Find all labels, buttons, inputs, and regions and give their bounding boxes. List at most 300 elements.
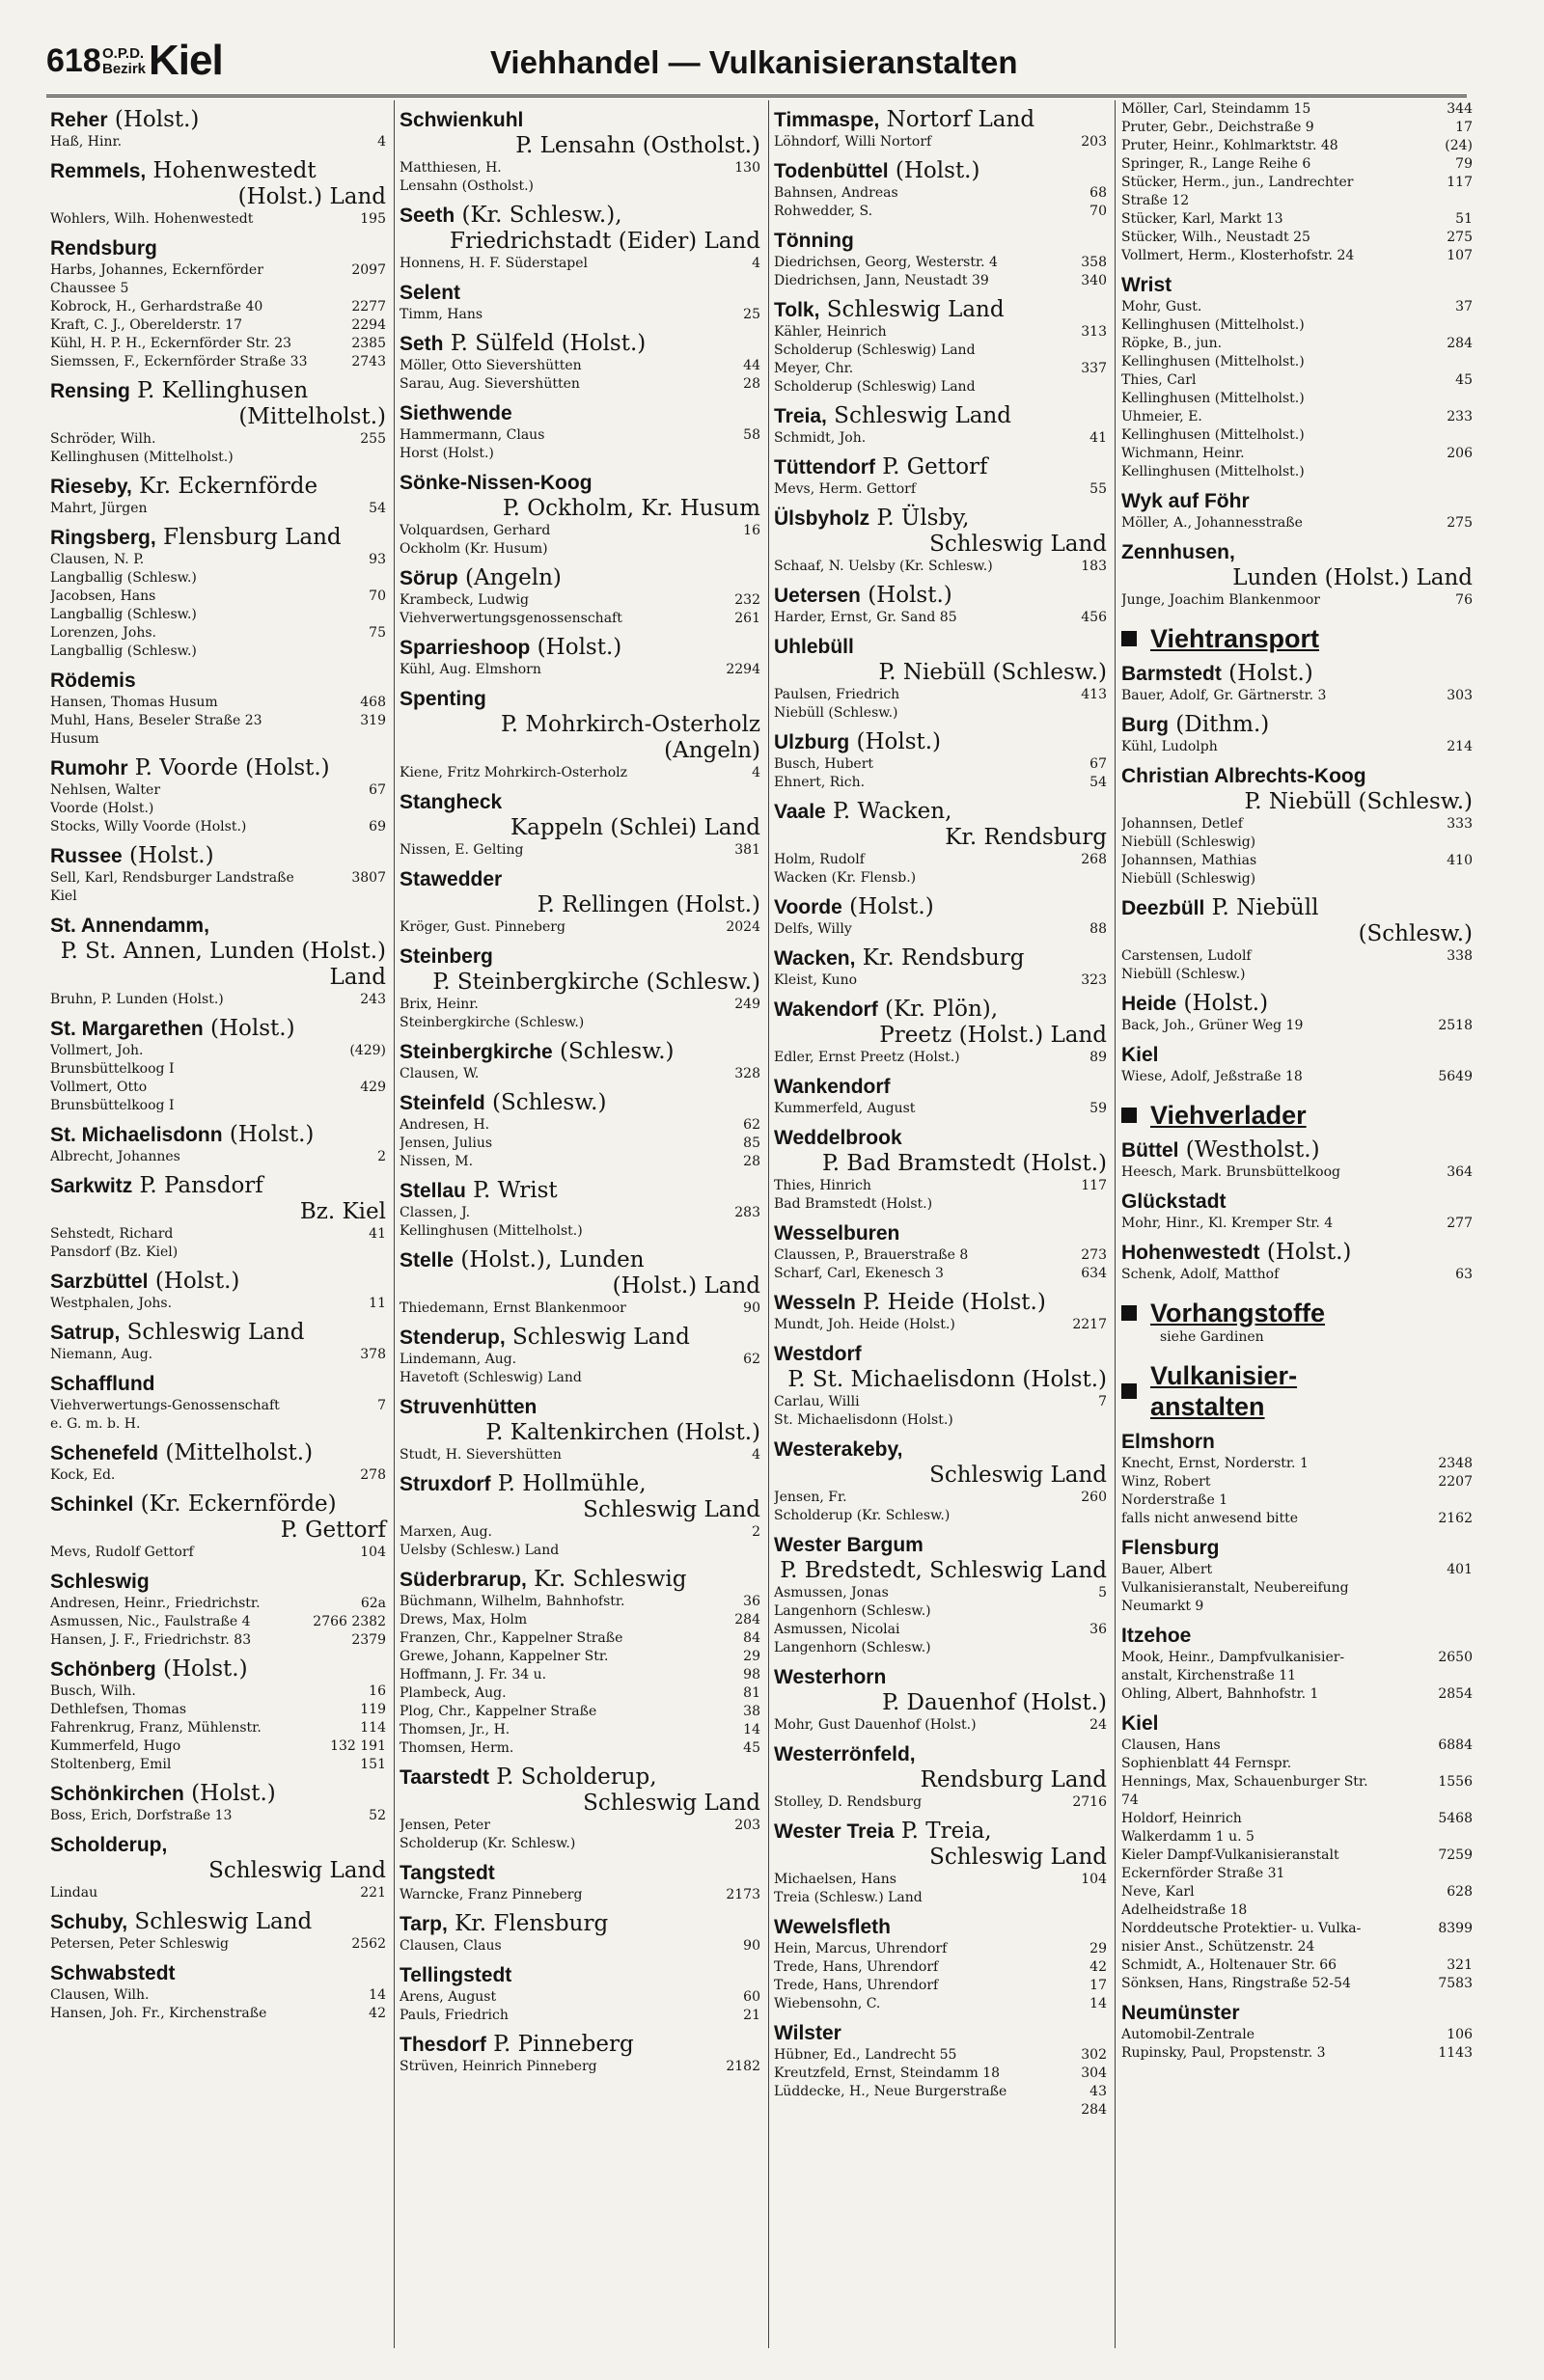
- phone-number: 81: [743, 1685, 760, 1701]
- phone-number: 62a: [360, 1596, 386, 1611]
- place-name: Rendsburg: [50, 237, 157, 260]
- place-heading: [400, 1911, 760, 1937]
- place-name: Seth: [400, 333, 444, 355]
- entry-name: Schenk, Adolf, Matthof: [1121, 1267, 1280, 1282]
- entry-name: Hübner, Ed., Landrecht 55: [774, 2047, 957, 2063]
- entry-name: Thiedemann, Ernst Blankenmoor: [400, 1300, 626, 1316]
- listing-entry: [774, 203, 1107, 221]
- entry-name: Ohling, Albert, Bahnhofstr. 1: [1121, 1686, 1319, 1702]
- section-title: Viehverlader: [1150, 1101, 1307, 1130]
- place-heading: [774, 506, 1107, 558]
- phone-number: 319: [360, 713, 386, 728]
- place-name: Steinbergkirche: [400, 1041, 553, 1063]
- place-heading: [400, 203, 760, 255]
- place-heading: [774, 403, 1107, 429]
- listing-entry: [50, 1079, 386, 1115]
- entry-name: Trede, Hans, Uhrendorf: [774, 1959, 939, 1975]
- listing-entry: [400, 1739, 760, 1758]
- place-name: Vaale: [774, 801, 826, 823]
- place-heading: [774, 1741, 1107, 1793]
- entry-name: Andresen, Heinr., Friedrichstr.: [50, 1596, 261, 1611]
- place-heading: [50, 1491, 386, 1544]
- entry-name: Springer, R., Lange Reihe 6: [1121, 156, 1311, 172]
- place-name: Stenderup,: [400, 1327, 506, 1349]
- place-name: Büttel: [1121, 1139, 1179, 1162]
- place-heading: [400, 1178, 760, 1204]
- place-heading: [50, 1122, 386, 1148]
- place-name: Christian Albrechts-Koog: [1121, 765, 1366, 787]
- place-heading: [400, 1860, 760, 1886]
- place-name: Wacken,: [774, 947, 856, 970]
- place-heading: [1121, 1623, 1473, 1649]
- page-header: [46, 37, 1467, 97]
- entry-name: Muhl, Hans, Beseler Straße 23 Husum: [50, 713, 262, 747]
- phone-number: 58: [743, 427, 760, 443]
- listing-entry: [50, 1807, 386, 1825]
- place-name: Glückstadt: [1121, 1190, 1227, 1213]
- entry-name: Stoltenberg, Emil: [50, 1757, 172, 1772]
- place-heading: [774, 2020, 1107, 2046]
- place-heading: [50, 525, 386, 551]
- section-heading: [1121, 1298, 1473, 1328]
- section-bullet-icon: [1121, 631, 1137, 646]
- phone-number: 2385: [351, 336, 386, 351]
- place-name: Wyk auf Föhr: [1121, 490, 1250, 512]
- place-name: Weddelbrook: [774, 1127, 902, 1149]
- entry-name: Hennings, Max, Schauenburger Str. 74: [1121, 1774, 1368, 1808]
- listing-entry: [50, 1737, 386, 1756]
- bezirk-label: Bezirk: [102, 61, 147, 77]
- place-heading: [774, 1220, 1107, 1246]
- place-sub: Bz. Kiel: [299, 1199, 386, 1224]
- place-location: (Holst.): [888, 158, 980, 183]
- place-location: P. Gettorf: [874, 454, 988, 479]
- phone-number: (24): [1445, 138, 1473, 153]
- place-sub: P. Lensahn (Ostholst.): [515, 133, 760, 158]
- place-location: P. Niebüll: [1204, 895, 1319, 920]
- entry-name: Löhndorf, Willi Nortorf: [774, 134, 932, 150]
- listing-entry: [774, 2101, 1107, 2120]
- listing-entry: [1121, 1455, 1473, 1473]
- entry-name: Timm, Hans: [400, 307, 483, 322]
- place-location: (Westholst.): [1178, 1137, 1320, 1163]
- entry-name: Volquardsen, Gerhard Ockholm (Kr. Husum): [400, 523, 551, 557]
- place-name: Westerakeby,: [774, 1438, 903, 1461]
- place-location: (Holst.): [1176, 991, 1269, 1016]
- listing-entry: [774, 272, 1107, 290]
- place-sub: Lunden (Holst.) Land: [1232, 565, 1473, 590]
- entry-name: Möller, A., Johannesstraße: [1121, 515, 1303, 531]
- place-location: (Holst.), Lunden: [454, 1247, 645, 1272]
- entry-name: Viehverwertungs-Genossenschaft e. G. m. b. H.: [50, 1398, 280, 1432]
- place-name: Wewelsfleth: [774, 1916, 891, 1938]
- place-name: Itzehoe: [1121, 1625, 1192, 1647]
- entry-name: Franzen, Chr., Kappelner Straße: [400, 1630, 623, 1646]
- listing-entry: [1121, 1847, 1473, 1883]
- listing-entry: [400, 426, 760, 463]
- section-heading: [1121, 1100, 1473, 1131]
- place-name: Stawedder: [400, 868, 503, 890]
- entry-name: Siemssen, F., Eckernförder Straße 33: [50, 354, 308, 369]
- place-sub: P. Bad Bramstedt (Holst.): [821, 1151, 1107, 1176]
- entry-name: Haß, Hinr.: [50, 134, 123, 150]
- place-location: (Schlesw.): [484, 1090, 607, 1115]
- listing-entry: [774, 1995, 1107, 2013]
- place-heading: [50, 1909, 386, 1935]
- place-name: Sörup: [400, 567, 458, 589]
- phone-number: 2217: [1072, 1317, 1107, 1332]
- phone-number: 117: [1447, 175, 1473, 190]
- entry-name: Büchmann, Wilhelm, Bahnhofstr.: [400, 1594, 625, 1609]
- entry-name: Johannsen, Detlef Niebüll (Schleswig): [1121, 816, 1256, 850]
- phone-number: 36: [1089, 1622, 1107, 1637]
- entry-name: Grewe, Johann, Kappelner Str.: [400, 1649, 609, 1664]
- entry-name: Clausen, Claus: [400, 1938, 502, 1954]
- phone-number: 5649: [1438, 1069, 1473, 1084]
- phone-number: 2743: [351, 354, 386, 369]
- place-heading: [774, 1914, 1107, 1940]
- phone-number: 2294: [726, 662, 760, 677]
- place-location: (Holst.): [222, 1122, 315, 1147]
- place-heading: [50, 1781, 386, 1807]
- entry-name: Nissen, E. Gelting: [400, 842, 524, 858]
- place-heading: [774, 729, 1107, 755]
- entry-name: Schmidt, Joh.: [774, 430, 867, 446]
- place-location: P. Sülfeld (Holst.): [443, 331, 647, 356]
- listing-entry: [774, 1316, 1107, 1334]
- listing-entry: [774, 2065, 1107, 2083]
- entry-name: Kraft, C. J., Oberelderstr. 17: [50, 317, 242, 333]
- listing-entry: [400, 1721, 760, 1739]
- phone-number: 75: [369, 625, 386, 641]
- place-name: Todenbüttel: [774, 160, 889, 182]
- entry-name: Trede, Hans, Uhrendorf: [774, 1978, 939, 1993]
- listing-entry: [50, 588, 386, 624]
- phone-number: 7583: [1438, 1976, 1473, 1991]
- entry-name: Bruhn, P. Lunden (Holst.): [50, 992, 224, 1007]
- listing-entry: [50, 1935, 386, 1954]
- listing-entry: [50, 1884, 386, 1902]
- entry-name: Möller, Otto Sievershütten: [400, 358, 582, 373]
- phone-number: 88: [1089, 921, 1107, 937]
- phone-number: 104: [360, 1545, 386, 1560]
- listing-entry: [774, 429, 1107, 448]
- place-heading: [400, 331, 760, 357]
- phone-number: 93: [369, 552, 386, 567]
- entry-name: Jensen, Julius: [400, 1135, 493, 1151]
- listing-entry: [400, 1703, 760, 1721]
- place-heading: [400, 1567, 760, 1593]
- place-sub: P. Niebüll (Schlesw.): [878, 660, 1107, 685]
- listing-entry: [1121, 1561, 1473, 1616]
- place-heading: [400, 400, 760, 426]
- entry-name: Vollmert, Joh. Brunsbüttelkoog I: [50, 1043, 175, 1077]
- entry-name: Hoffmann, J. Fr. 34 u.: [400, 1667, 547, 1682]
- listing-entry: [774, 1489, 1107, 1525]
- entry-name: Schröder, Wilh. Kellinghusen (Mittelholst.): [50, 431, 234, 465]
- entry-name: Möller, Carl, Steindamm 15: [1121, 101, 1311, 117]
- phone-number: 104: [1081, 1872, 1107, 1887]
- entry-name: Röpke, B., jun. Kellinghusen (Mittelholst.): [1121, 336, 1305, 369]
- place-name: Deezbüll: [1121, 897, 1205, 919]
- phone-number: 2162: [1438, 1511, 1473, 1526]
- phone-number: 17: [1089, 1978, 1107, 1993]
- listing-entry: [50, 1631, 386, 1650]
- district-label: [102, 46, 146, 77]
- place-sub: P. Niebüll (Schlesw.): [1244, 789, 1473, 814]
- place-name: Stelle: [400, 1249, 455, 1272]
- place-sub: Schleswig Land: [208, 1858, 386, 1883]
- place-location: (Mittelholst.): [158, 1440, 314, 1465]
- phone-number: 261: [734, 611, 760, 626]
- place-location: Kr. Eckernförde: [131, 474, 318, 499]
- place-location: (Holst.): [122, 843, 214, 868]
- listing-entry: [50, 298, 386, 316]
- phone-number: 117: [1081, 1178, 1107, 1193]
- phone-number: 221: [360, 1885, 386, 1901]
- phone-number: 4: [752, 1447, 760, 1463]
- listing-entry: [774, 920, 1107, 939]
- place-name: Wakendorf: [774, 999, 878, 1021]
- listing-entry: [400, 2058, 760, 2076]
- listing-entry: [50, 1682, 386, 1701]
- place-name: Siethwende: [400, 402, 512, 424]
- entry-name: Arens, August: [400, 1989, 497, 2005]
- listing-entry: [1121, 408, 1473, 445]
- phone-number: 24: [1089, 1717, 1107, 1733]
- place-location: P. Wacken,: [825, 799, 952, 824]
- place-heading: [50, 235, 386, 261]
- place-name: Schönberg: [50, 1658, 156, 1681]
- listing-entry: [774, 851, 1107, 888]
- entry-name: Ehnert, Rich.: [774, 775, 866, 790]
- entry-name: Scharf, Carl, Ekenesch 3: [774, 1266, 944, 1281]
- listing-entry: [1121, 1883, 1473, 1920]
- place-heading: [400, 1764, 760, 1817]
- listing-entry: [400, 357, 760, 375]
- entry-name: Matthiesen, H. Lensahn (Ostholst.): [400, 160, 535, 194]
- place-location: Kr. Rendsburg: [855, 945, 1025, 971]
- phone-number: 255: [360, 431, 386, 447]
- listing-entry: [1121, 1810, 1473, 1847]
- place-name: Spenting: [400, 688, 486, 710]
- listing-entry: [774, 558, 1107, 576]
- place-location: Hohenwestedt: [146, 158, 317, 183]
- phone-number: 45: [1455, 372, 1473, 388]
- place-heading: [50, 1320, 386, 1346]
- listing-entry: [1121, 1956, 1473, 1975]
- listing-entry: [1121, 687, 1473, 705]
- phone-number: 90: [743, 1300, 760, 1316]
- place-name: Sönke-Nissen-Koog: [400, 472, 593, 494]
- entry-name: Niemann, Aug.: [50, 1347, 153, 1362]
- listing-entry: [50, 1295, 386, 1313]
- phone-number: 51: [1455, 211, 1473, 227]
- listing-entry: [774, 1265, 1107, 1283]
- place-heading: [50, 1960, 386, 1986]
- place-heading: [50, 843, 386, 869]
- listing-entry: [1121, 1773, 1473, 1810]
- entry-name: Michaelsen, Hans Treia (Schlesw.) Land: [774, 1872, 923, 1905]
- place-location: (Kr. Eckernförde): [133, 1491, 337, 1517]
- entry-name: Kühl, Aug. Elmshorn: [400, 662, 541, 677]
- entry-name: Diedrichsen, Jann, Neustadt 39: [774, 273, 989, 288]
- place-location: P. Voorde (Holst.): [127, 755, 330, 780]
- column-4: [1121, 100, 1473, 2348]
- phone-number: 130: [734, 160, 760, 176]
- place-location: P. Pinneberg: [485, 2032, 634, 2057]
- place-location: Schleswig Land: [505, 1325, 690, 1350]
- place-heading: [400, 470, 760, 522]
- phone-number: 2: [377, 1149, 386, 1164]
- entry-name: Mevs, Rudolf Gettorf: [50, 1545, 194, 1560]
- entry-name: Mahrt, Jürgen: [50, 501, 148, 516]
- place-name: Kiel: [1121, 1044, 1159, 1066]
- listing-entry: [774, 686, 1107, 723]
- entry-name: Stücker, Herm., jun., Landrechter Straße 12: [1121, 175, 1354, 208]
- entry-name: Sönksen, Hans, Ringstraße 52-54: [1121, 1976, 1351, 1991]
- place-heading: [50, 668, 386, 694]
- place-heading: [774, 1819, 1107, 1871]
- place-location: (Holst.): [183, 1781, 276, 1806]
- place-name: Thesdorf: [400, 2034, 486, 2056]
- place-location: P. Ülsby,: [869, 506, 970, 531]
- entry-name: Mundt, Joh. Heide (Holst.): [774, 1317, 955, 1332]
- entry-name: Wiebensohn, C.: [774, 1996, 881, 2011]
- place-name: Rödemis: [50, 670, 136, 692]
- place-heading: [400, 944, 760, 996]
- phone-number: 67: [369, 782, 386, 798]
- listing-entry: [774, 1716, 1107, 1735]
- place-name: Treia,: [774, 405, 827, 427]
- place-location: (Kr. Plön),: [877, 997, 999, 1022]
- phone-number: 6884: [1438, 1737, 1473, 1753]
- place-name: Tangstedt: [400, 1862, 495, 1884]
- place-location: Kr. Schleswig: [526, 1567, 687, 1592]
- entry-name: Johannsen, Mathias Niebüll (Schleswig): [1121, 853, 1257, 887]
- entry-name: Mevs, Herm. Gettorf: [774, 481, 916, 497]
- phone-number: 21: [743, 2008, 760, 2023]
- place-heading: [774, 228, 1107, 254]
- place-location: (Holst.): [203, 1016, 295, 1041]
- phone-number: 2024: [726, 919, 760, 935]
- entry-name: Plambeck, Aug.: [400, 1685, 507, 1701]
- entry-name: Clausen, W.: [400, 1066, 480, 1081]
- place-location: Schleswig Land: [819, 297, 1005, 322]
- listing-entry: [1121, 119, 1473, 137]
- entry-name: Marxen, Aug. Uelsby (Schlesw.) Land: [400, 1524, 560, 1558]
- place-name: Sarzbüttel: [50, 1271, 149, 1293]
- listing-entry: [400, 375, 760, 394]
- phone-number: 628: [1447, 1884, 1473, 1900]
- entry-name: Thomsen, Jr., H.: [400, 1722, 510, 1737]
- listing-entry: [774, 755, 1107, 774]
- place-heading: [1121, 895, 1473, 947]
- entry-name: Kähler, Heinrich Scholderup (Schleswig) Land: [774, 324, 976, 358]
- phone-number: 79: [1455, 156, 1473, 172]
- entry-name: Kleist, Kuno: [774, 972, 858, 988]
- entry-name: Edler, Ernst Preetz (Holst.): [774, 1050, 960, 1065]
- phone-number: 42: [1089, 1959, 1107, 1975]
- entry-name: Stücker, Wilh., Neustadt 25: [1121, 230, 1310, 245]
- place-heading: [400, 1325, 760, 1351]
- place-heading: [1121, 272, 1473, 298]
- place-name: Westdorf: [774, 1343, 862, 1365]
- phone-number: 67: [1089, 756, 1107, 772]
- place-location: P. Scholderup,: [488, 1764, 657, 1790]
- phone-number: 277: [1447, 1216, 1473, 1231]
- phone-number: 44: [743, 358, 760, 373]
- place-heading: [1121, 1535, 1473, 1561]
- phone-number: 2766 2382: [313, 1614, 386, 1629]
- listing-entry: [774, 774, 1107, 792]
- entry-name: Viehverwertungsgenossenschaft: [400, 611, 622, 626]
- place-sub: Kr. Rendsburg: [945, 825, 1107, 850]
- entry-name: Meyer, Chr. Scholderup (Schleswig) Land: [774, 361, 976, 395]
- place-heading: [774, 583, 1107, 609]
- phone-number: 4: [377, 134, 386, 150]
- entry-name: Clausen, Wilh.: [50, 1987, 150, 2003]
- entry-name: Schmidt, A., Holtenauer Str. 66: [1121, 1957, 1337, 1973]
- entry-name: Wiese, Adolf, Jeßstraße 18: [1121, 1069, 1303, 1084]
- listing-entry: [1121, 2044, 1473, 2063]
- listing-entry: [1121, 1473, 1473, 1510]
- listing-entry: [50, 1613, 386, 1631]
- listing-entry: [774, 1977, 1107, 1995]
- entry-name: Kieler Dampf-Vulkanisieranstalt Eckernförder Straße 31: [1121, 1847, 1339, 1881]
- entry-name: Carlau, Willi St. Michaelisdonn (Holst.): [774, 1394, 953, 1428]
- entry-name: Andresen, H.: [400, 1117, 490, 1133]
- place-name: Satrup,: [50, 1322, 121, 1344]
- column-1: [50, 100, 395, 2348]
- entry-name: Kummerfeld, August: [774, 1101, 916, 1116]
- phone-number: 28: [743, 376, 760, 392]
- place-name: Struxdorf: [400, 1473, 491, 1495]
- place-heading: [400, 2032, 760, 2058]
- entry-name: Vollmert, Otto Brunsbüttelkoog I: [50, 1080, 175, 1113]
- place-location: (Holst.): [530, 635, 622, 660]
- place-heading: [774, 297, 1107, 323]
- listing-entry: [1121, 229, 1473, 247]
- listing-entry: [50, 335, 386, 353]
- place-name: Burg: [1121, 714, 1169, 736]
- place-heading: [50, 1371, 386, 1397]
- place-name: Timmaspe,: [774, 109, 880, 131]
- listing-entry: [50, 818, 386, 836]
- listing-entry: [1121, 815, 1473, 852]
- phone-number: 8399: [1438, 1921, 1473, 1936]
- phone-number: 132 191: [330, 1738, 386, 1754]
- place-name: Ringsberg,: [50, 527, 156, 549]
- place-sub: Schleswig Land: [583, 1791, 760, 1816]
- entry-name: Asmussen, Nic., Faulstraße 4: [50, 1614, 251, 1629]
- entry-name: Albrecht, Johannes: [50, 1149, 180, 1164]
- phone-number: 275: [1447, 515, 1473, 531]
- listing-entry: [50, 991, 386, 1009]
- phone-number: 14: [369, 1987, 386, 2003]
- place-location: (Dithm.): [1169, 712, 1270, 737]
- place-heading: [774, 454, 1107, 480]
- phone-number: 378: [360, 1347, 386, 1362]
- place-heading: [400, 866, 760, 918]
- listing-entry: [1121, 371, 1473, 408]
- listing-entry: [50, 1397, 386, 1434]
- phone-number: 468: [360, 695, 386, 710]
- phone-number: 183: [1081, 559, 1107, 574]
- place-heading: [50, 158, 386, 210]
- listing-entry: [400, 1446, 760, 1464]
- phone-number: 273: [1081, 1247, 1107, 1263]
